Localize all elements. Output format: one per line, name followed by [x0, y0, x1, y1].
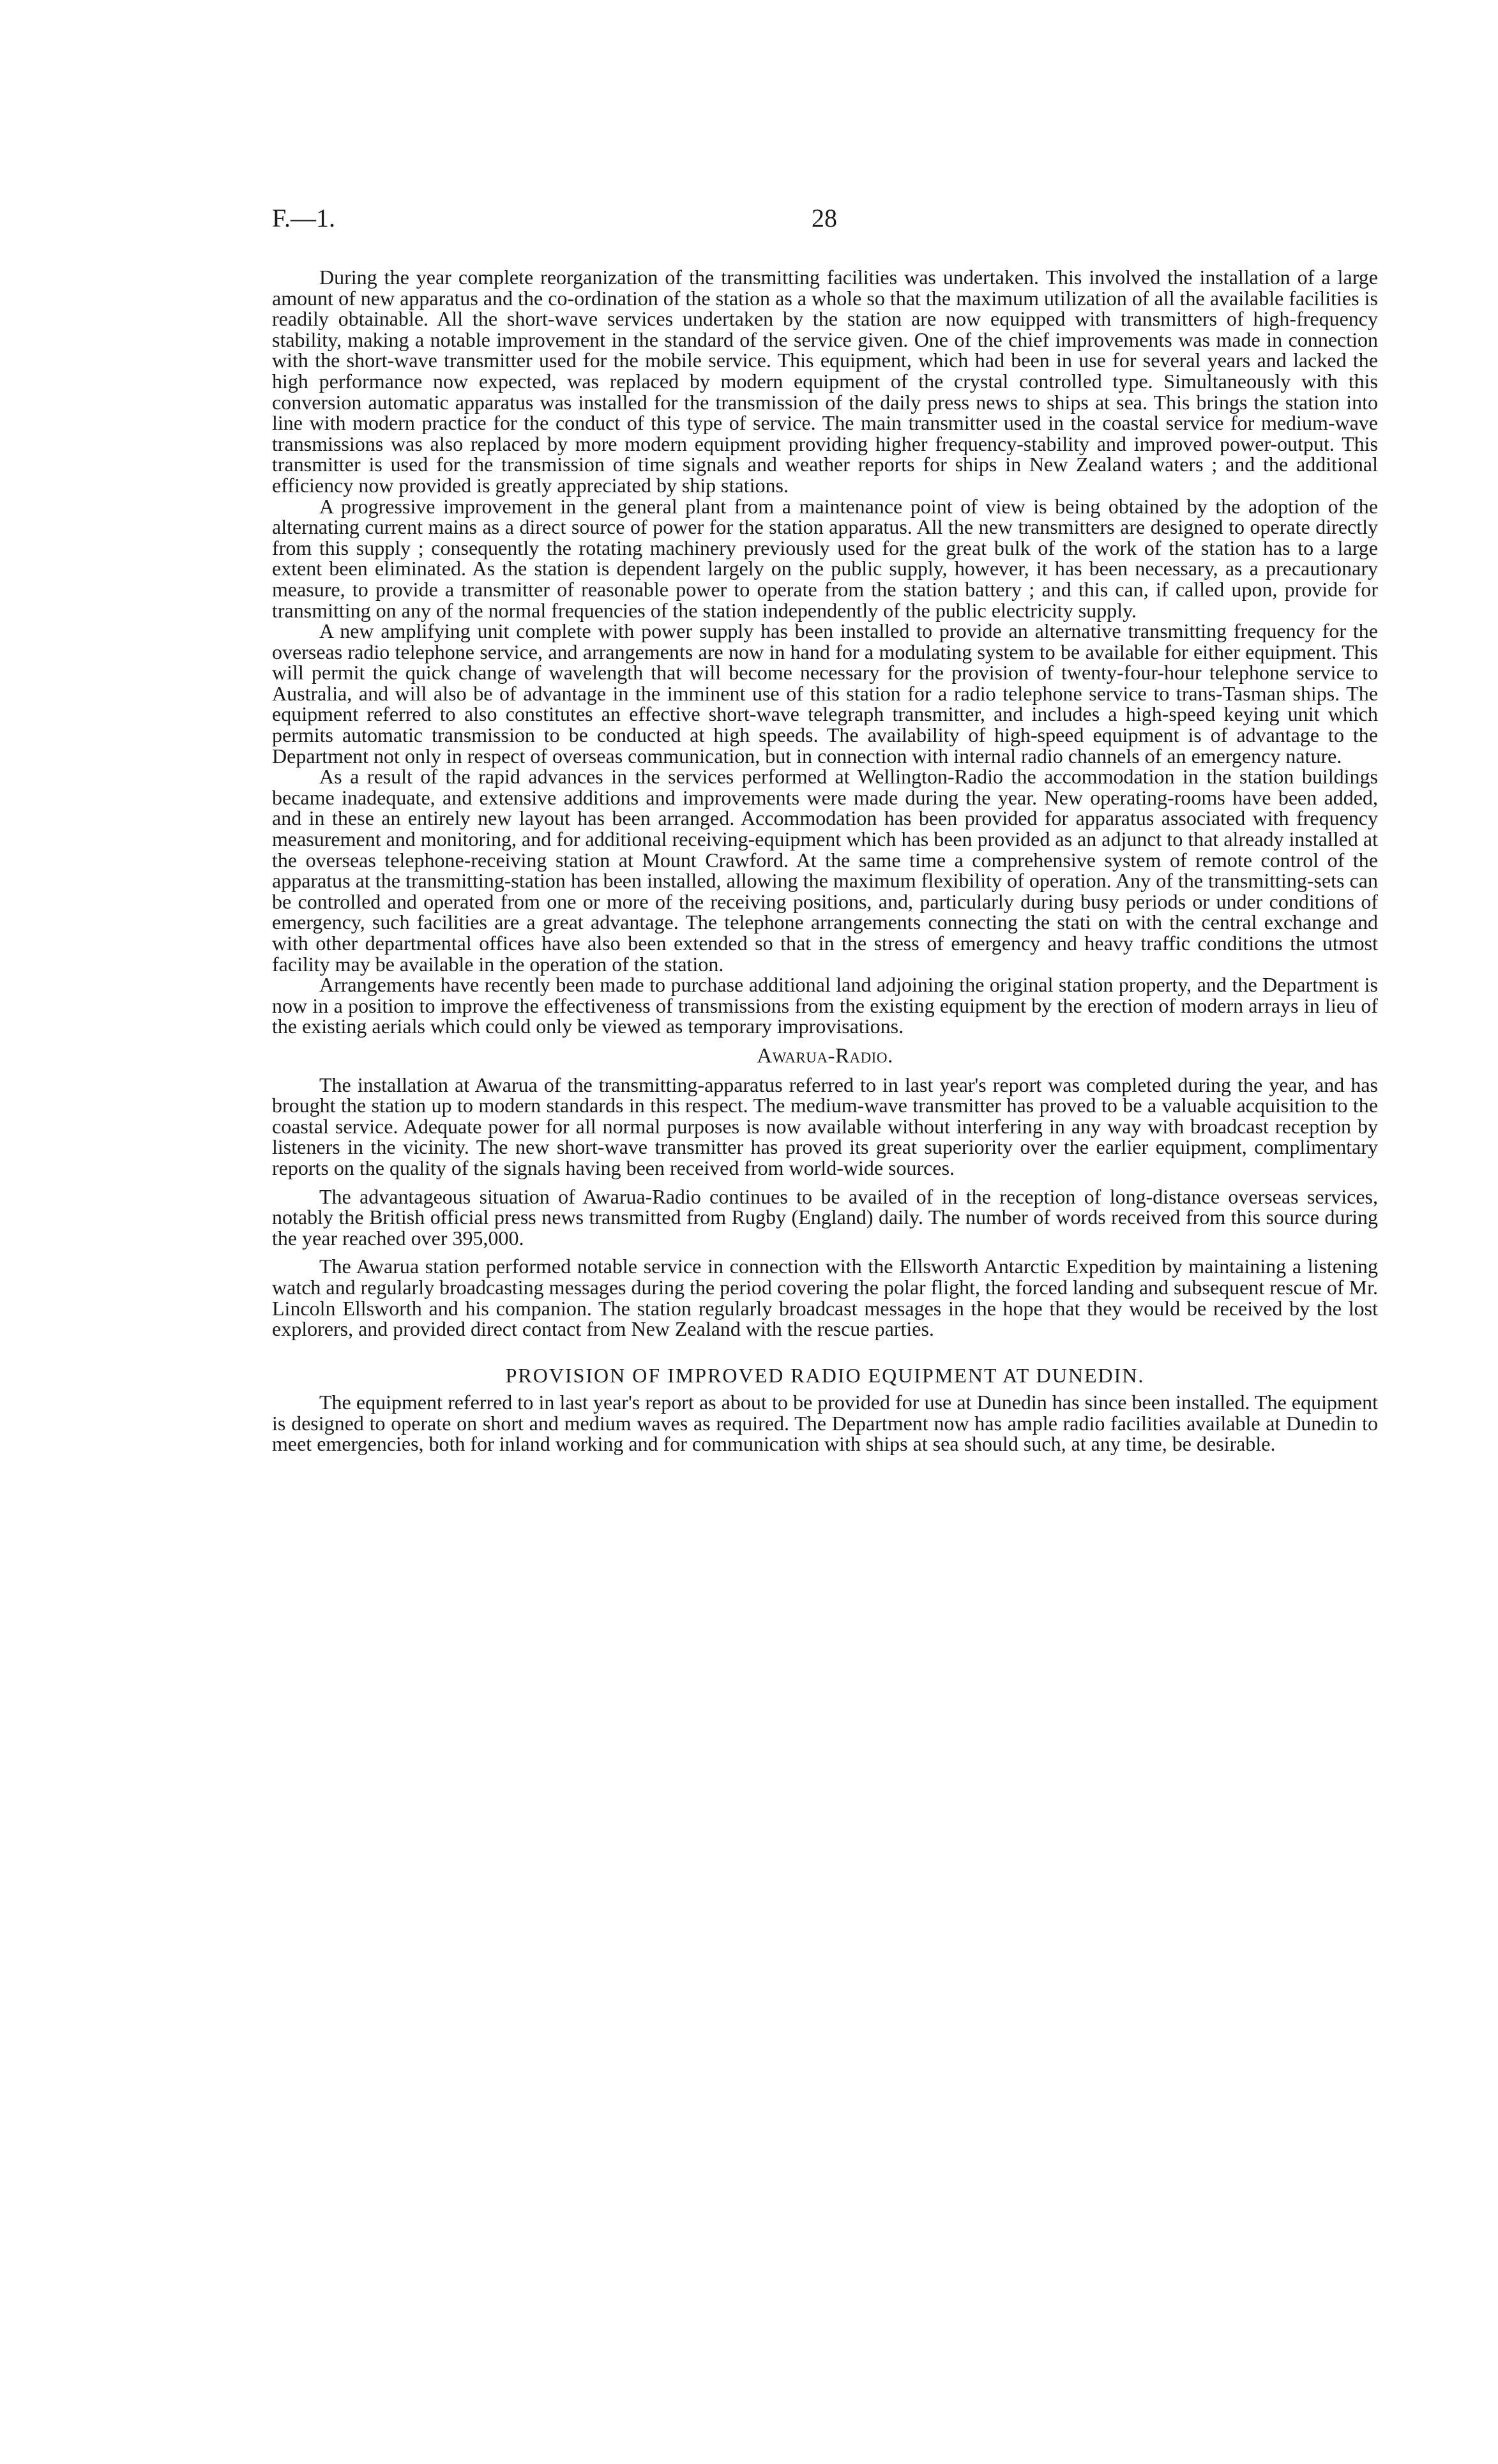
series-reference: F.—1.	[272, 204, 336, 232]
page-number: 28	[812, 204, 837, 232]
paragraph: The equipment referred to in last year's report as about to be provided for use at Dunedin has since been installed. The equipment is designed to operate on short and medium waves as required. The Department now has ample radio facilities available at Dunedin to meet emergencies, both for inland working and for communication with ships at sea should such, at any time, be desirable.	[272, 1391, 1378, 1456]
paragraph: The installation at Awarua of the transmitting-apparatus referred to in last year's report was completed during the year, and has brought the station up to modern standards in this respect. The medium-wave transmitter has proved to be a valuable acquisition to the coastal service. Adequate power for all normal purposes is now available without interfering in any way with broadcast reception by listeners in the vicinity. The new short-wave transmitter has proved its great superiority over the earlier equipment, complimentary reports on the quality of the signals having been received from world-wide sources.	[272, 1073, 1378, 1179]
paragraph: A new amplifying unit complete with power supply has been installed to provide an alternative transmitting frequency for the overseas radio telephone service, and arrangements are now in hand for a modulating system to be available for either equipment. This will permit the quick change of wavelength that will become necessary for the provision of twenty-four-hour telephone service to Australia, and will also be of advantage in the imminent use of this station for a radio telephone service to trans-Tasman ships. The equipment referred to also constitutes an effective short-wave telegraph transmitter, and includes a high-speed keying unit which permits automatic transmission to be conducted at high speeds. The availability of high-speed equipment is of advantage to the Department not only in respect of overseas communication, but in connection with internal radio channels of an emergency nature.	[272, 619, 1378, 767]
paragraph: A progressive improvement in the general plant from a maintenance point of view is being obtained by the adoption of the alternating current mains as a direct source of power for the station apparatus. All the new transmitters are designed to operate directly from this supply ; consequently the rotating machinery previously used for the great bulk of the work of the station has to a large extent been eliminated. As the station is dependent largely on the public supply, however, it has been necessary, as a precautionary measure, to provide a transmitter of reasonable power to operate from the station battery ; and this can, if called upon, provide for transmitting on any of the normal frequencies of the station independently of the public electricity supply.	[272, 494, 1378, 622]
paragraph: During the year complete reorganization of the transmitting facilities was undertaken. This involved the installation of a large amount of new apparatus and the co-ordination of the station as a whole so that the maximum utilization of all the available facilities is readily obtainable. All the short-wave services undertaken by the station are now equipped with transmitters of high-frequency stability, making a notable improvement in the standard of the service given. One of the chief improvements was made in connection with the short-wave transmitter used for the mobile service. This equipment, which had been in use for several years and lacked the high performance now expected, was replaced by modern equipment of the crystal controlled type. Simultaneously with this conversion automatic apparatus was installed for the transmission of the daily press news to ships at sea. This brings the station into line with modern practice for the conduct of this type of service. The main transmitter used in the coastal service for medium-wave transmissions was also replaced by more modern equipment providing higher frequency-stability and improved power-output. This transmitter is used for the transmission of time signals and weather reports for ships in New Zealand waters ; and the additional efficiency now provided is greatly appreciated by ship stations.	[272, 266, 1378, 497]
section-awarua	[272, 1046, 1378, 1340]
paragraph: The Awarua station performed notable service in connection with the Ellsworth Antarctic Expedition by maintaining a listening watch and regularly broadcasting messages during the period covering the polar flight, the forced landing and subsequent rescue of Mr. Lincoln Ellsworth and his companion. The station regularly broadcast messages in the hope that they would be received by the lost explorers, and provided direct contact from New Zealand with the rescue parties.	[272, 1255, 1378, 1341]
paragraph: As a result of the rapid advances in the services performed at Wellington-Radio the accommodation in the station buildings became inadequate, and extensive additions and improvements were made during the year. New operating-rooms have been added, and in these an entirely new layout has been arranged. Accommodation has been provided for apparatus associated with frequency measurement and monitoring, and for additional receiving-equipment which has been provided as an adjunct to that already installed at the overseas telephone-receiving station at Mount Crawford. At the same time a comprehensive system of remote control of the apparatus at the transmitting-station has been installed, allowing the maximum flexibility of operation. Any of the transmitting-sets can be controlled and operated from one or more of the receiving positions, and, particularly during busy periods or under conditions of emergency, such facilities are a great advantage. The telephone arrangements connecting the stati on with the central exchange and with other departmental offices have also been extended so that in the stress of emergency and heavy traffic conditions the utmost facility may be available in the operation of the station.	[272, 765, 1378, 976]
page-header	[272, 203, 1377, 241]
report-body	[272, 267, 1378, 1455]
section-heading: PROVISION OF IMPROVED RADIO EQUIPMENT AT DUNEDIN.	[505, 1363, 1145, 1387]
section-wellington	[272, 267, 1378, 1037]
paragraph: The advantageous situation of Awarua-Radio continues to be availed of in the reception of long-distance overseas services, notably the British official press news transmitted from Rugby (England) daily. The number of words received from this source during the year reached over 395,000.	[272, 1184, 1378, 1250]
section-heading: Awarua-Radio.	[757, 1044, 893, 1068]
section-dunedin	[272, 1365, 1378, 1455]
paragraph: Arrangements have recently been made to purchase additional land adjoining the original station property, and the Department is now in a position to improve the effectiveness of transmissions from the existing equipment by the erection of modern arrays in lieu of the existing aerials which could only be viewed as temporary improvisations.	[272, 973, 1378, 1038]
